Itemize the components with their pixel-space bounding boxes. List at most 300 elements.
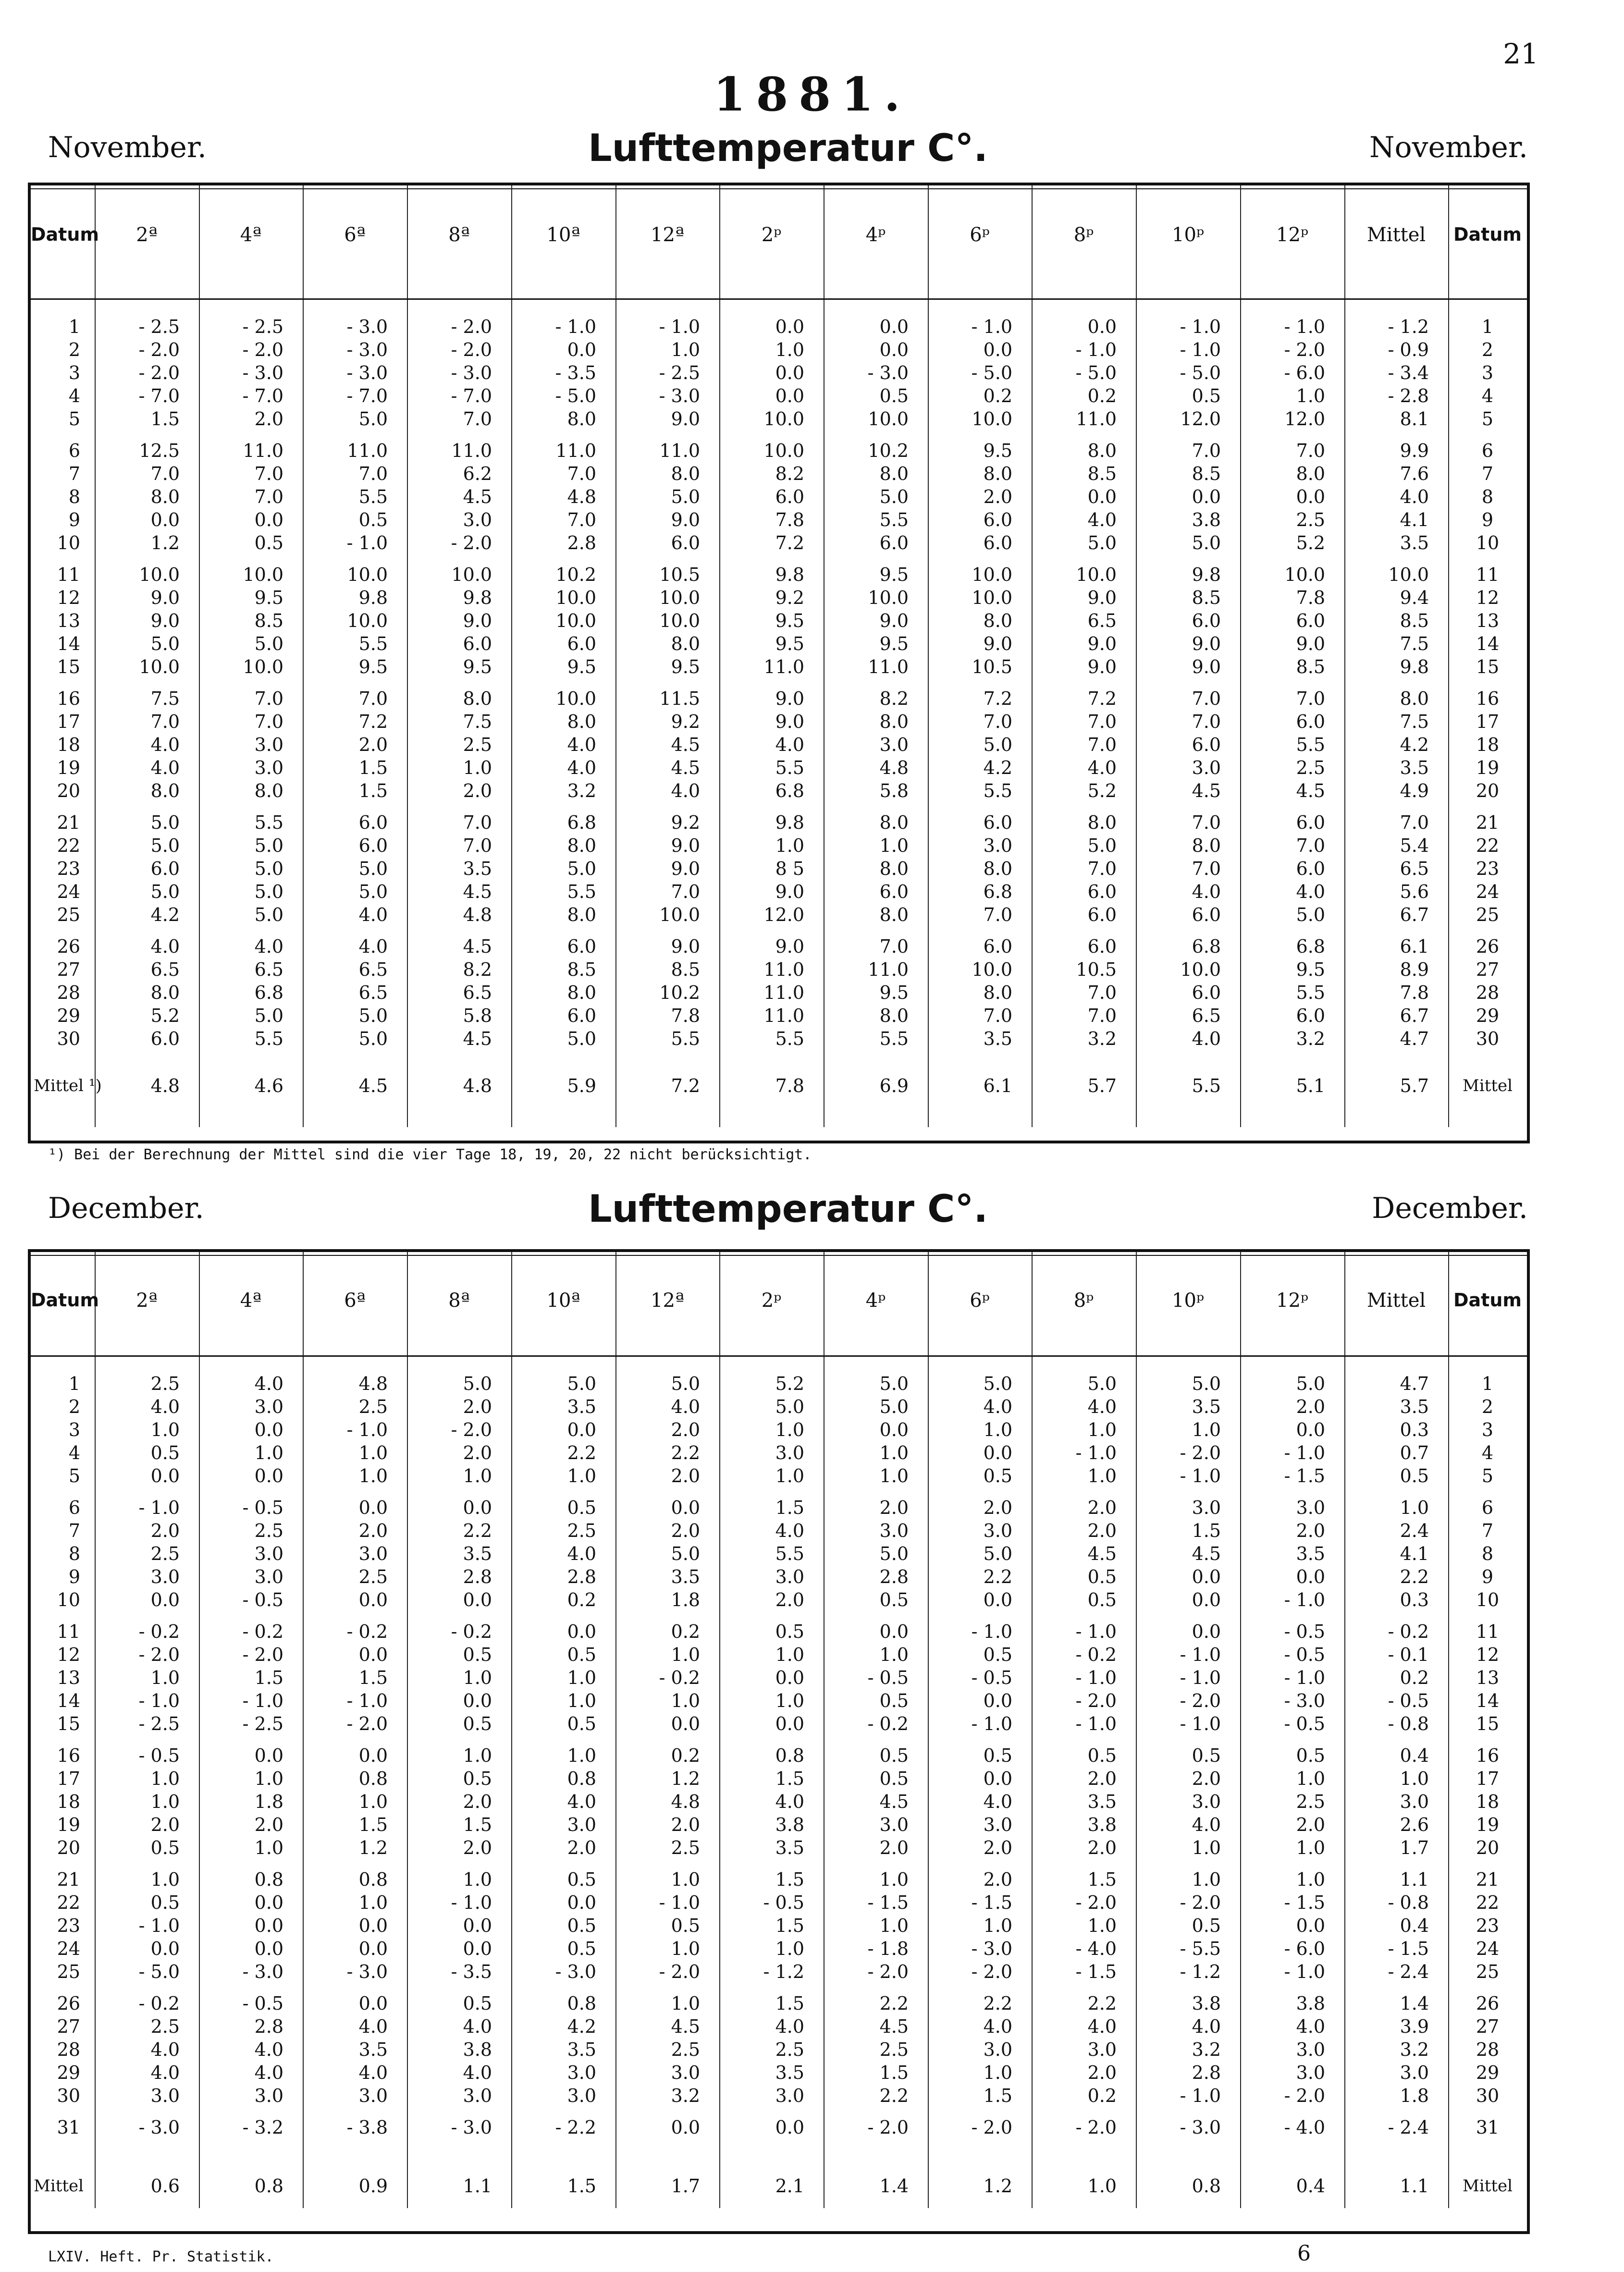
november-table <box>28 183 1530 1143</box>
temperature-cell: 0.0 <box>358 1938 388 1959</box>
temperature-cell: 9.0 <box>671 408 700 430</box>
temperature-cell: 10.0 <box>347 564 388 585</box>
temperature-cell: 0.0 <box>775 1713 804 1734</box>
temperature-cell: 5.5 <box>1296 734 1325 755</box>
temperature-cell: - 3.0 <box>242 1961 283 1982</box>
date-cell-right: 25 <box>1476 1961 1500 1982</box>
temperature-cell: 4.0 <box>150 757 180 778</box>
temperature-cell: - 3.0 <box>1284 1690 1325 1711</box>
date-cell: 3 <box>68 1419 80 1440</box>
temperature-cell: 9.5 <box>358 656 388 677</box>
temperature-cell: 10.0 <box>243 564 283 585</box>
date-cell: 15 <box>57 656 80 677</box>
temperature-cell: 3.0 <box>463 509 492 530</box>
temperature-cell: 0.0 <box>150 1465 180 1486</box>
temperature-cell: 4.0 <box>358 2062 388 2083</box>
temperature-cell: 3.5 <box>463 858 492 879</box>
temperature-cell: 5.0 <box>671 1543 700 1564</box>
temperature-cell: 3.0 <box>358 1543 388 1564</box>
date-cell: 12 <box>57 1644 80 1665</box>
temperature-cell: 1.0 <box>1087 1465 1117 1486</box>
date-cell: 16 <box>57 688 80 709</box>
temperature-cell: 10.0 <box>659 610 700 631</box>
column-header: 6ª <box>344 224 366 246</box>
temperature-cell: 5.0 <box>150 881 180 902</box>
temperature-cell: 4.8 <box>358 1373 388 1394</box>
temperature-cell: 0.5 <box>1087 1745 1117 1766</box>
temperature-cell: 9.0 <box>1087 587 1117 608</box>
temperature-cell: 0.0 <box>254 1745 283 1766</box>
temperature-cell: 0.0 <box>983 1442 1012 1463</box>
temperature-cell: 0.0 <box>1296 486 1325 507</box>
temperature-cell: - 2.0 <box>138 1644 180 1665</box>
temperature-cell: 4.0 <box>983 1791 1012 1812</box>
temperature-cell: 2.0 <box>983 486 1012 507</box>
column-header: 10ᵖ <box>1172 224 1204 246</box>
temperature-cell: 1.0 <box>358 1465 388 1486</box>
temperature-cell: 2.5 <box>671 2039 700 2060</box>
temperature-cell: 0.0 <box>775 385 804 406</box>
temperature-cell: 7.0 <box>567 463 596 484</box>
temperature-cell: - 1.0 <box>242 1690 283 1711</box>
temperature-cell: 9.5 <box>567 656 596 677</box>
temperature-cell: 9.2 <box>671 812 700 833</box>
date-cell-right: 31 <box>1476 2117 1500 2138</box>
temperature-cell: 2.5 <box>879 2039 909 2060</box>
temperature-cell: 6.8 <box>1296 936 1325 957</box>
temperature-cell: - 1.5 <box>867 1892 909 1913</box>
temperature-cell: 9.0 <box>983 633 1012 654</box>
temperature-cell: - 1.0 <box>1075 1442 1117 1463</box>
temperature-cell: 5.0 <box>150 835 180 856</box>
mean-cell: 8.0 <box>1400 688 1429 709</box>
temperature-cell: - 1.5 <box>1284 1465 1325 1486</box>
column-header: 6ª <box>344 1290 366 1312</box>
temperature-cell: 3.5 <box>775 1837 804 1858</box>
mean-cell: 0.7 <box>1400 1442 1429 1463</box>
date-cell-right: 27 <box>1476 2016 1500 2037</box>
date-cell: 30 <box>57 2085 80 2106</box>
temperature-cell: 8.0 <box>879 1005 909 1026</box>
temperature-cell: 1.0 <box>671 1690 700 1711</box>
mean-cell: 1.1 <box>1400 1869 1429 1890</box>
date-cell: 6 <box>68 440 80 461</box>
temperature-cell: 7.0 <box>1087 711 1117 732</box>
temperature-cell: - 1.0 <box>346 1419 388 1440</box>
temperature-cell: 10.2 <box>868 440 909 461</box>
temperature-cell: 11.5 <box>659 688 700 709</box>
temperature-cell: - 0.5 <box>867 1667 909 1688</box>
temperature-cell: 12.0 <box>763 904 804 925</box>
temperature-cell: 10.0 <box>555 610 596 631</box>
date-cell-right: 21 <box>1476 812 1500 833</box>
temperature-cell: 3.0 <box>254 1396 283 1417</box>
temperature-cell: - 3.0 <box>1180 2117 1221 2138</box>
date-cell: 20 <box>57 780 80 801</box>
temperature-cell: 0.0 <box>1296 1566 1325 1587</box>
temperature-cell: 11.0 <box>868 656 909 677</box>
mean-cell: 8.9 <box>1400 959 1429 980</box>
temperature-cell: 4.0 <box>254 2062 283 2083</box>
temperature-cell: 2.8 <box>254 2016 283 2037</box>
temperature-cell: 7.0 <box>1192 858 1221 879</box>
mean-cell: 5.4 <box>1400 835 1429 856</box>
temperature-cell: 5.2 <box>775 1373 804 1394</box>
temperature-cell: 10.0 <box>347 610 388 631</box>
temperature-cell: 3.0 <box>567 2085 596 2106</box>
mean-cell: 0.4 <box>1400 1915 1429 1936</box>
temperature-cell: - 1.0 <box>1180 2085 1221 2106</box>
mean-row-value: Mittel <box>1462 1076 1513 1095</box>
temperature-cell: 0.8 <box>775 1745 804 1766</box>
mean-cell: - 0.1 <box>1388 1644 1429 1665</box>
temperature-cell: 0.8 <box>358 1869 388 1890</box>
temperature-cell: 4.0 <box>983 1396 1012 1417</box>
temperature-cell: - 0.2 <box>659 1667 700 1688</box>
temperature-cell: 4.0 <box>358 2016 388 2037</box>
temperature-cell: 9.8 <box>775 812 804 833</box>
temperature-cell: - 2.0 <box>659 1961 700 1982</box>
temperature-cell: 6.0 <box>150 858 180 879</box>
temperature-cell: 7.0 <box>150 463 180 484</box>
temperature-cell: 9.5 <box>775 633 804 654</box>
temperature-cell: 3.8 <box>775 1814 804 1835</box>
temperature-cell: 0.0 <box>358 1745 388 1766</box>
mean-cell: 6.5 <box>1400 858 1429 879</box>
column-header: Mittel <box>1366 1290 1426 1312</box>
temperature-cell: - 2.0 <box>451 532 492 553</box>
temperature-cell: 0.0 <box>463 1915 492 1936</box>
temperature-cell: 10.0 <box>972 564 1012 585</box>
temperature-cell: 0.0 <box>463 1589 492 1610</box>
date-cell-right: 13 <box>1476 610 1500 631</box>
temperature-cell: 5.5 <box>358 486 388 507</box>
temperature-cell: - 1.2 <box>1180 1961 1221 1982</box>
temperature-cell: 1.0 <box>983 1915 1012 1936</box>
temperature-cell: 11.0 <box>1076 408 1117 430</box>
temperature-cell: 0.5 <box>567 1869 596 1890</box>
temperature-cell: 6.0 <box>567 633 596 654</box>
temperature-cell: 4.5 <box>671 757 700 778</box>
temperature-cell: 0.5 <box>1192 1745 1221 1766</box>
temperature-cell: - 1.0 <box>659 316 700 337</box>
mean-cell: - 1.2 <box>1388 316 1429 337</box>
temperature-cell: 10.0 <box>1284 564 1325 585</box>
temperature-cell: - 2.0 <box>451 339 492 360</box>
temperature-cell: 7.0 <box>1296 440 1325 461</box>
temperature-cell: 0.0 <box>775 362 804 383</box>
temperature-cell: 4.0 <box>150 2062 180 2083</box>
temperature-cell: 2.8 <box>567 532 596 553</box>
temperature-cell: 6.0 <box>150 1028 180 1049</box>
temperature-cell: 0.5 <box>463 1713 492 1734</box>
column-header: 12ª <box>651 1290 684 1312</box>
date-cell: 11 <box>57 564 80 585</box>
temperature-cell: 3.0 <box>1192 1791 1221 1812</box>
temperature-cell: 0.2 <box>671 1745 700 1766</box>
temperature-cell: 3.0 <box>254 1543 283 1564</box>
temperature-cell: 1.5 <box>983 2085 1012 2106</box>
temperature-cell: 5.0 <box>567 1028 596 1049</box>
date-cell-right: 3 <box>1481 1419 1494 1440</box>
date-cell: 6 <box>68 1497 80 1518</box>
date-cell-right: 2 <box>1481 1396 1494 1417</box>
date-cell: 7 <box>68 1520 80 1541</box>
temperature-cell: 0.5 <box>983 1465 1012 1486</box>
temperature-cell: 2.0 <box>983 1869 1012 1890</box>
temperature-cell: 9.0 <box>671 835 700 856</box>
column-header: Datum <box>31 224 99 245</box>
temperature-cell: 9.0 <box>150 610 180 631</box>
temperature-cell: 7.0 <box>254 688 283 709</box>
date-cell-right: 16 <box>1476 688 1500 709</box>
temperature-cell: 2.0 <box>463 1837 492 1858</box>
temperature-cell: 3.8 <box>463 2039 492 2060</box>
temperature-cell: 5.0 <box>150 633 180 654</box>
mean-row-value: 0.4 <box>1296 2175 1325 2197</box>
temperature-cell: - 3.0 <box>346 362 388 383</box>
column-header: 8ᵖ <box>1073 1290 1094 1312</box>
temperature-cell: 0.0 <box>567 339 596 360</box>
mean-cell: 4.7 <box>1400 1028 1429 1049</box>
temperature-cell: 4.5 <box>1296 780 1325 801</box>
temperature-cell: 5.0 <box>150 812 180 833</box>
temperature-cell: 7.0 <box>254 486 283 507</box>
temperature-cell: 10.5 <box>1076 959 1117 980</box>
temperature-cell: 1.0 <box>150 1768 180 1789</box>
temperature-cell: 8.0 <box>567 982 596 1003</box>
december-right-label: December. <box>1372 1191 1528 1225</box>
temperature-cell: 4.0 <box>1087 509 1117 530</box>
date-cell: 9 <box>68 509 80 530</box>
date-cell: 10 <box>57 532 80 553</box>
temperature-cell: 4.0 <box>150 2039 180 2060</box>
temperature-cell: 11.0 <box>763 959 804 980</box>
temperature-cell: 4.0 <box>1296 2016 1325 2037</box>
temperature-cell: 5.0 <box>879 1543 909 1564</box>
temperature-cell: 4.0 <box>1192 881 1221 902</box>
temperature-cell: - 1.0 <box>555 316 596 337</box>
temperature-cell: 10.2 <box>555 564 596 585</box>
date-cell-right: 23 <box>1476 1915 1500 1936</box>
date-cell-right: 11 <box>1476 1621 1500 1642</box>
temperature-cell: 5.0 <box>567 1373 596 1394</box>
mean-cell: 9.9 <box>1400 440 1429 461</box>
column-header: Datum <box>31 1290 99 1311</box>
temperature-cell: 3.5 <box>463 1543 492 1564</box>
november-right-label: November. <box>1369 131 1528 164</box>
temperature-cell: 1.0 <box>983 2062 1012 2083</box>
temperature-cell: 10.0 <box>972 408 1012 430</box>
mean-cell: 3.2 <box>1400 2039 1429 2060</box>
temperature-cell: 6.0 <box>879 532 909 553</box>
date-cell-right: 28 <box>1476 982 1500 1003</box>
temperature-cell: 0.5 <box>567 1713 596 1734</box>
date-cell-right: 22 <box>1476 835 1500 856</box>
temperature-cell: 7.0 <box>1192 688 1221 709</box>
date-cell-right: 4 <box>1481 1442 1494 1463</box>
temperature-cell: - 3.5 <box>451 1961 492 1982</box>
mean-row-value: 4.8 <box>150 1075 180 1096</box>
temperature-cell: 4.0 <box>567 1543 596 1564</box>
date-cell-right: 30 <box>1476 2085 1500 2106</box>
temperature-cell: 6.0 <box>1296 711 1325 732</box>
temperature-cell: 2.0 <box>1087 1520 1117 1541</box>
temperature-cell: 10.0 <box>1180 959 1221 980</box>
mean-cell: 5.6 <box>1400 881 1429 902</box>
temperature-cell: 3.0 <box>358 2085 388 2106</box>
temperature-cell: 5.0 <box>879 1396 909 1417</box>
column-header: 2ª <box>136 224 158 246</box>
mean-row-value: 4.8 <box>463 1075 492 1096</box>
temperature-cell: - 5.0 <box>1075 362 1117 383</box>
temperature-cell: 0.0 <box>358 1644 388 1665</box>
temperature-cell: 1.0 <box>671 1869 700 1890</box>
temperature-cell: 12.5 <box>139 440 180 461</box>
temperature-cell: - 6.0 <box>1284 362 1325 383</box>
date-cell: 27 <box>57 2016 80 2037</box>
mean-cell: - 1.5 <box>1388 1938 1429 1959</box>
temperature-cell: 3.0 <box>150 1566 180 1587</box>
mean-row-value: 1.1 <box>1400 2175 1429 2197</box>
temperature-cell: 5.0 <box>358 408 388 430</box>
temperature-cell: - 2.0 <box>1075 1892 1117 1913</box>
mean-cell: 0.3 <box>1400 1589 1429 1610</box>
temperature-cell: 9.0 <box>1087 656 1117 677</box>
temperature-cell: 3.0 <box>983 1520 1012 1541</box>
temperature-cell: 6.0 <box>358 835 388 856</box>
temperature-cell: 4.5 <box>879 1791 909 1812</box>
temperature-cell: 2.2 <box>1087 1993 1117 2014</box>
column-header: 4ᵖ <box>865 224 886 246</box>
temperature-cell: 9.8 <box>463 587 492 608</box>
temperature-cell: 7.0 <box>1296 835 1325 856</box>
temperature-cell: - 2.0 <box>1284 339 1325 360</box>
temperature-cell: 10.0 <box>659 904 700 925</box>
temperature-cell: 2.2 <box>567 1442 596 1463</box>
footer-source: LXIV. Heft. Pr. Statistik. <box>48 2248 274 2265</box>
temperature-cell: 0.5 <box>1192 385 1221 406</box>
temperature-cell: 1.5 <box>358 1814 388 1835</box>
temperature-cell: 4.0 <box>671 780 700 801</box>
temperature-cell: 1.5 <box>358 1667 388 1688</box>
temperature-cell: - 1.0 <box>1284 1961 1325 1982</box>
temperature-cell: 1.0 <box>463 1869 492 1890</box>
temperature-cell: - 3.0 <box>451 362 492 383</box>
temperature-cell: 2.5 <box>671 1837 700 1858</box>
temperature-cell: 1.0 <box>671 339 700 360</box>
temperature-cell: 0.0 <box>150 1938 180 1959</box>
temperature-cell: 8.0 <box>671 463 700 484</box>
temperature-cell: 0.0 <box>1192 1566 1221 1587</box>
temperature-cell: 1.0 <box>775 1465 804 1486</box>
temperature-cell: 4.0 <box>1087 1396 1117 1417</box>
temperature-cell: 9.0 <box>775 688 804 709</box>
temperature-cell: 4.5 <box>671 2016 700 2037</box>
temperature-cell: - 0.5 <box>242 1993 283 2014</box>
temperature-cell: 1.8 <box>671 1589 700 1610</box>
temperature-cell: 0.0 <box>254 1465 283 1486</box>
temperature-cell: 2.0 <box>879 1837 909 1858</box>
temperature-cell: - 1.5 <box>1284 1892 1325 1913</box>
date-cell-right: 14 <box>1476 633 1500 654</box>
temperature-cell: 9.0 <box>463 610 492 631</box>
mean-cell: 0.2 <box>1400 1667 1429 1688</box>
temperature-cell: 0.0 <box>983 1589 1012 1610</box>
temperature-cell: 12.0 <box>1284 408 1325 430</box>
date-cell-right: 5 <box>1481 1465 1494 1486</box>
mean-cell: 4.2 <box>1400 734 1429 755</box>
temperature-cell: 2.5 <box>463 734 492 755</box>
temperature-cell: 10.0 <box>555 587 596 608</box>
date-cell-right: 19 <box>1476 757 1500 778</box>
temperature-cell: 1.0 <box>358 1892 388 1913</box>
temperature-cell: 10.0 <box>243 656 283 677</box>
temperature-cell: 5.0 <box>775 1396 804 1417</box>
temperature-cell: 2.2 <box>879 1993 909 2014</box>
temperature-cell: 4.0 <box>150 1396 180 1417</box>
temperature-cell: 1.0 <box>1192 1419 1221 1440</box>
temperature-cell: 1.0 <box>567 1465 596 1486</box>
mean-row-value: 0.8 <box>254 2175 283 2197</box>
temperature-cell: 9.0 <box>775 936 804 957</box>
temperature-cell: 8.5 <box>1296 656 1325 677</box>
temperature-cell: - 3.0 <box>242 362 283 383</box>
mean-row-label: Mittel <box>34 2176 84 2196</box>
column-header: 2ᵖ <box>761 1290 782 1312</box>
mean-cell: - 0.5 <box>1388 1690 1429 1711</box>
date-cell-right: 26 <box>1476 936 1500 957</box>
temperature-cell: - 3.5 <box>555 362 596 383</box>
december-title: Lufttemperatur C°. <box>588 1188 988 1231</box>
temperature-cell: 7.8 <box>775 509 804 530</box>
temperature-cell: 4.5 <box>1192 780 1221 801</box>
column-header: 6ᵖ <box>970 1290 990 1312</box>
temperature-cell: 5.0 <box>1087 532 1117 553</box>
temperature-cell: 1.0 <box>358 1442 388 1463</box>
temperature-cell: 4.0 <box>254 936 283 957</box>
temperature-cell: 2.8 <box>1192 2062 1221 2083</box>
temperature-cell: 2.5 <box>150 1543 180 1564</box>
temperature-cell: 0.0 <box>463 1690 492 1711</box>
temperature-cell: - 2.0 <box>242 339 283 360</box>
temperature-cell: 3.0 <box>1296 1497 1325 1518</box>
temperature-cell: 10.0 <box>763 440 804 461</box>
temperature-cell: 1.5 <box>463 1814 492 1835</box>
temperature-cell: - 7.0 <box>138 385 180 406</box>
temperature-cell: 2.5 <box>1296 757 1325 778</box>
temperature-cell: 1.5 <box>775 1915 804 1936</box>
mean-cell: 2.4 <box>1400 1520 1429 1541</box>
temperature-cell: 10.5 <box>972 656 1012 677</box>
temperature-cell: - 2.5 <box>659 362 700 383</box>
temperature-cell: 8.0 <box>879 812 909 833</box>
temperature-cell: 8.0 <box>150 780 180 801</box>
temperature-cell: 4.5 <box>879 2016 909 2037</box>
temperature-cell: 10.2 <box>659 982 700 1003</box>
temperature-cell: 5.5 <box>879 509 909 530</box>
temperature-cell: 10.0 <box>555 688 596 709</box>
temperature-cell: 8.0 <box>879 904 909 925</box>
year-heading: 1881. <box>713 67 911 122</box>
temperature-cell: 9.0 <box>1192 633 1221 654</box>
mean-cell: - 0.9 <box>1388 339 1429 360</box>
temperature-cell: 6.0 <box>463 633 492 654</box>
date-cell-right: 15 <box>1476 1713 1500 1734</box>
date-cell-right: 10 <box>1476 532 1500 553</box>
date-cell: 1 <box>68 316 80 337</box>
footer-sheet-number: 6 <box>1297 2241 1311 2266</box>
